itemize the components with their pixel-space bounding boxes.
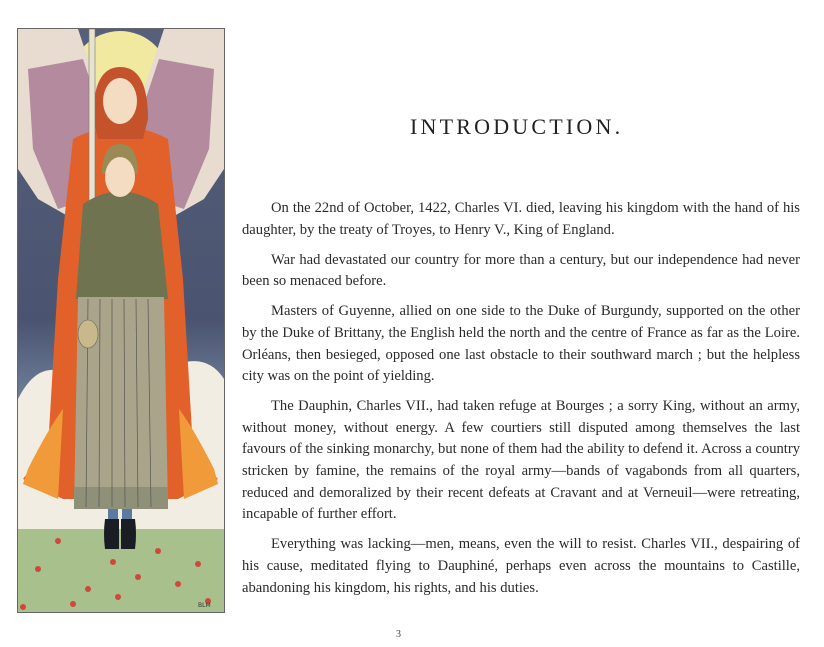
paragraph-4: The Dauphin, Charles VII., had taken refuge at Bourges ; a sorry King, without an army, without money, without energy. A few courtiers still disputed among themselves the last favours of the sinking monarchy, but none of them had the ability to defend it. Across a country stricken by famine, the remains of the royal army—bands of vagabonds from all quarters, reduced and demoralized by their recent defeats at Cravant and at Verneuil—were retreating, incapable of further effort. <box>242 398 800 523</box>
paragraph-5: Everything was lacking—men, means, even the will to resist. Charles VII., despairing of his cause, meditated flying to Dauphiné, perhaps even across the mountains to Castille, abandoning his kingdom, his rights, and his duties. <box>242 536 800 596</box>
paragraph-3: Masters of Guyenne, allied on one side to the Duke of Burgundy, supported on the other by the Duke of Brittany, the English held the north and the centre of France as far as the Loire. Orléans, then besieged, opposed one last obstacle to their southward march ; but the helpless city was on the point of yielding. <box>242 303 800 385</box>
body-text <box>242 198 800 608</box>
page-title: INTRODUCTION. <box>410 114 624 139</box>
page-number: 3 <box>396 629 401 640</box>
illustration-angel-and-joan <box>17 28 225 613</box>
paragraph-2: War had devastated our country for more than a century, but our independence had never been so menaced before. <box>242 251 800 290</box>
artist-signature: BLM <box>198 602 211 609</box>
paragraph-1: On the 22nd of October, 1422, Charles VI. died, leaving his kingdom with the hand of his daughter, by the treaty of Troyes, to Henry V., King of England. <box>242 200 800 238</box>
